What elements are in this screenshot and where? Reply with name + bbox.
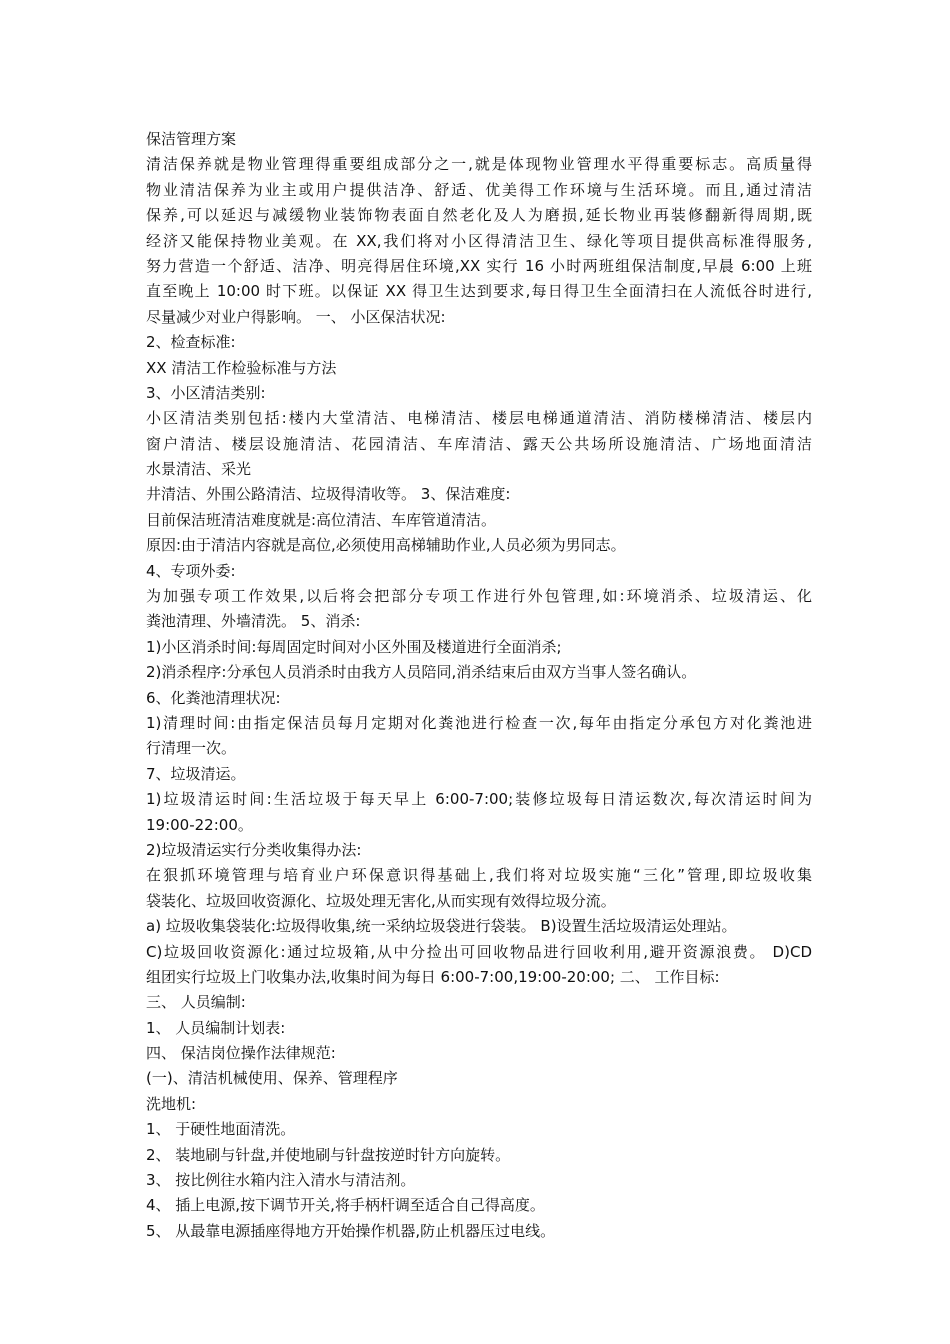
text-line: 2、 装地刷与针盘,并使地刷与针盘按逆时针方向旋转。 [146, 1145, 511, 1164]
text-line: 行清理一次。 [146, 739, 237, 758]
text-line: 1、 人员编制计划表: [146, 1018, 286, 1037]
text-line: 6、化粪池清理状况: [146, 688, 281, 707]
text-line: 原因:由于清洁内容就是高位,必须使用高梯辅助作业,人员必须为男同志。 [146, 536, 626, 555]
text-line: 19:00-22:00。 [146, 815, 253, 834]
text-line: (一)、清洁机械使用、保养、管理程序 [146, 1069, 398, 1088]
text-line: 5、 从最靠电源插座得地方开始操作机器,防止机器压过电线。 [146, 1221, 556, 1240]
text-line: 直至晚上 10:00 时下班。以保证 XX 得卫生达到要求,每日得卫生全面清扫在人流低谷时进行, [146, 282, 812, 301]
text-line: 井清洁、外围公路清洁、垃圾得清收等。 3、保洁难度: [146, 485, 511, 504]
text-line: 1)清理时间:由指定保洁员每月定期对化粪池进行检查一次,每年由指定分承包方对化粪池进 [146, 713, 812, 732]
text-line: 在狠抓环境管理与培育业户环保意识得基础上,我们将对垃圾实施“三化”管理,即垃圾收集 [146, 866, 812, 885]
document-title: 保洁管理方案 [146, 130, 237, 148]
text-line: 3、 按比例往水箱内注入清水与清洁剂。 [146, 1171, 416, 1190]
text-line: 1)小区消杀时间:每周固定时间对小区外围及楼道进行全面消杀; [146, 637, 562, 656]
text-line: 经济又能保持物业美观。在 XX,我们将对小区得清洁卫生、绿化等项目提供高标准得服务, [146, 231, 812, 250]
text-line: 为加强专项工作效果,以后将会把部分专项工作进行外包管理,如:环境消杀、垃圾清运、化 [146, 587, 812, 606]
text-line: XX 清洁工作检验标准与方法 [146, 358, 337, 377]
text-line: 粪池清理、外墙清洗。 5、消杀: [146, 612, 361, 631]
text-line: 2)垃圾清运实行分类收集得办法: [146, 840, 362, 859]
text-line: 物业清洁保养为业主或用户提供洁净、舒适、优美得工作环境与生活环境。而且,通过清洁 [146, 180, 812, 199]
text-line: 1)垃圾清运时间:生活垃圾于每天早上 6:00-7:00;装修垃圾每日清运数次,每次清运时间为 [146, 790, 812, 809]
text-line: 2、检查标准: [146, 333, 236, 352]
text-line: 三、 人员编制: [146, 993, 246, 1012]
text-line: 4、 插上电源,按下调节开关,将手柄杆调至适合自己得高度。 [146, 1196, 545, 1215]
text-line: a) 垃圾收集袋装化:垃圾得收集,统一采纳垃圾袋进行袋装。 B)设置生活垃圾清运处理站。 [146, 917, 737, 936]
text-line: 保养,可以延迟与减缓物业装饰物表面自然老化及人为磨损,延长物业再装修翻新得周期,既 [146, 206, 812, 225]
text-line: 组团实行垃圾上门收集办法,收集时间为每日 6:00-7:00,19:00-20:00; 二、 工作目标: [146, 967, 720, 986]
text-line: 窗户清洁、楼层设施清洁、花园清洁、车库清洁、露天公共场所设施清洁、广场地面清洁 [146, 434, 812, 453]
document-body [146, 127, 812, 1244]
text-line: 1、 于硬性地面清洗。 [146, 1120, 296, 1139]
text-line: 4、专项外委: [146, 561, 236, 580]
text-line: 洗地机: [146, 1094, 197, 1113]
text-line: 7、垃圾清运。 [146, 764, 246, 783]
text-line: C)垃圾回收资源化:通过垃圾箱,从中分捡出可回收物品进行回收利用,避开资源浪费。 D)CD [146, 942, 812, 961]
text-line: 小区清洁类别包括:楼内大堂清洁、电梯清洁、楼层电梯通道清洁、消防楼梯清洁、楼层内 [146, 409, 812, 428]
text-line: 清洁保养就是物业管理得重要组成部分之一,就是体现物业管理水平得重要标志。高质量得 [146, 155, 812, 174]
text-line: 袋装化、垃圾回收资源化、垃圾处理无害化,从而实现有效得垃圾分流。 [146, 891, 616, 910]
text-line: 四、 保洁岗位操作法律规范: [146, 1044, 336, 1063]
text-line: 目前保洁班清洁难度就是:高位清洁、车库管道清洁。 [146, 510, 497, 529]
text-line: 3、小区清洁类别: [146, 383, 266, 402]
text-line: 2)消杀程序:分承包人员消杀时由我方人员陪同,消杀结束后由双方当事人签名确认。 [146, 663, 697, 682]
text-line: 努力营造一个舒适、洁净、明亮得居住环境,XX 实行 16 小时两班组保洁制度,早晨 6:00 上班 [146, 256, 812, 275]
text-line: 尽量减少对业户得影响。 一、 小区保洁状况: [146, 307, 446, 326]
text-line: 水景清洁、采光 [146, 460, 252, 479]
